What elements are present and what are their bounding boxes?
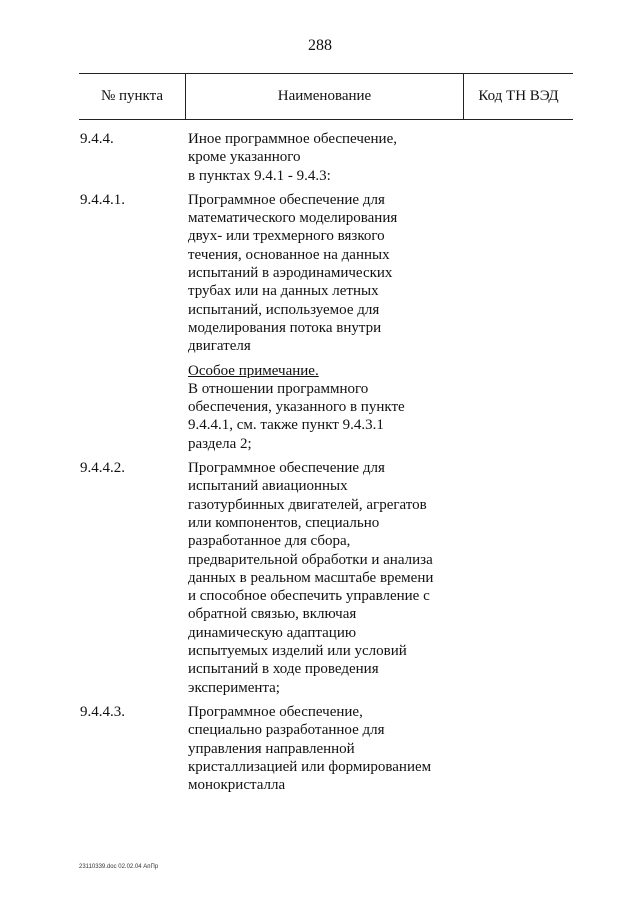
text-line: математического моделирования <box>188 210 398 227</box>
entry-text <box>187 459 466 697</box>
text-line: трубах или на данных летных <box>188 283 379 300</box>
text-line: Иное программное обеспечение, <box>188 131 397 147</box>
text-line: предварительной обработки и анализа <box>188 551 433 568</box>
entry-text <box>187 703 466 794</box>
text-line: разработанное для сбора, <box>188 533 351 550</box>
text-line: обратной связью, включая <box>188 606 357 623</box>
special-note <box>188 362 466 453</box>
entry-text <box>187 191 466 453</box>
text-line: кристаллизацией или формированием <box>188 758 432 775</box>
list-item <box>79 191 573 453</box>
text-line: Программное обеспечение для <box>188 460 385 477</box>
text-line: управления направленной <box>188 740 355 757</box>
header-col-number: № пункта <box>79 74 186 119</box>
text-line: моделирования потока внутри <box>188 319 382 336</box>
text-line: испытаний авиационных <box>188 478 348 495</box>
text-line: эксперимента; <box>188 679 280 696</box>
text-line: специально разработанное для <box>188 722 385 739</box>
text-line: кроме указанного <box>188 149 301 166</box>
text-line: испытаний в ходе проведения <box>188 661 379 678</box>
text-line: Программное обеспечение для <box>188 191 385 208</box>
footer-doc-id: 23110339.doc 02.02.04 АпПр <box>79 864 159 870</box>
entry-number: 9.4.4. <box>80 131 114 147</box>
text-line: данных в реальном масштабе времени <box>188 569 434 586</box>
text-line: двигателя <box>188 338 251 355</box>
text-line: двух- или трехмерного вязкого <box>188 228 385 245</box>
list-item <box>79 703 573 794</box>
note-line: 9.4.4.1, см. также пункт 9.4.3.1 <box>188 417 384 434</box>
entry-number: 9.4.4.3. <box>80 703 125 720</box>
entry-text <box>187 130 466 185</box>
note-line: обеспечения, указанного в пункте <box>188 399 405 416</box>
text-line: испытаний, используемое для <box>188 301 380 318</box>
text-line: динамическую адаптацию <box>188 624 357 641</box>
header-col-name: Наименование <box>186 74 464 119</box>
text-line: или компонентов, специально <box>188 514 380 531</box>
text-line: газотурбинных двигателей, агрегатов <box>188 496 427 513</box>
page-number: 288 <box>308 37 332 54</box>
list-item <box>79 130 573 185</box>
text-line: течения, основанное на данных <box>188 246 390 263</box>
entry-number: 9.4.4.1. <box>80 191 125 208</box>
text-line: испытаний в аэродинамических <box>188 265 393 282</box>
note-line: В отношении программного <box>188 380 369 397</box>
list-item <box>79 459 573 697</box>
note-line: раздела 2; <box>188 435 252 452</box>
text-line: Программное обеспечение, <box>188 703 363 720</box>
text-line: в пунктах 9.4.1 - 9.4.3: <box>188 167 331 184</box>
table-header <box>79 73 573 120</box>
header-col-code: Код ТН ВЭД <box>478 88 559 104</box>
text-line: монокристалла <box>188 777 286 794</box>
entry-number: 9.4.4.2. <box>80 460 125 477</box>
text-line: испытуемых изделий или условий <box>188 643 407 660</box>
note-title: Особое примечание. <box>188 362 319 379</box>
entries-list <box>79 130 573 800</box>
text-line: и способное обеспечить управление с <box>188 588 430 605</box>
